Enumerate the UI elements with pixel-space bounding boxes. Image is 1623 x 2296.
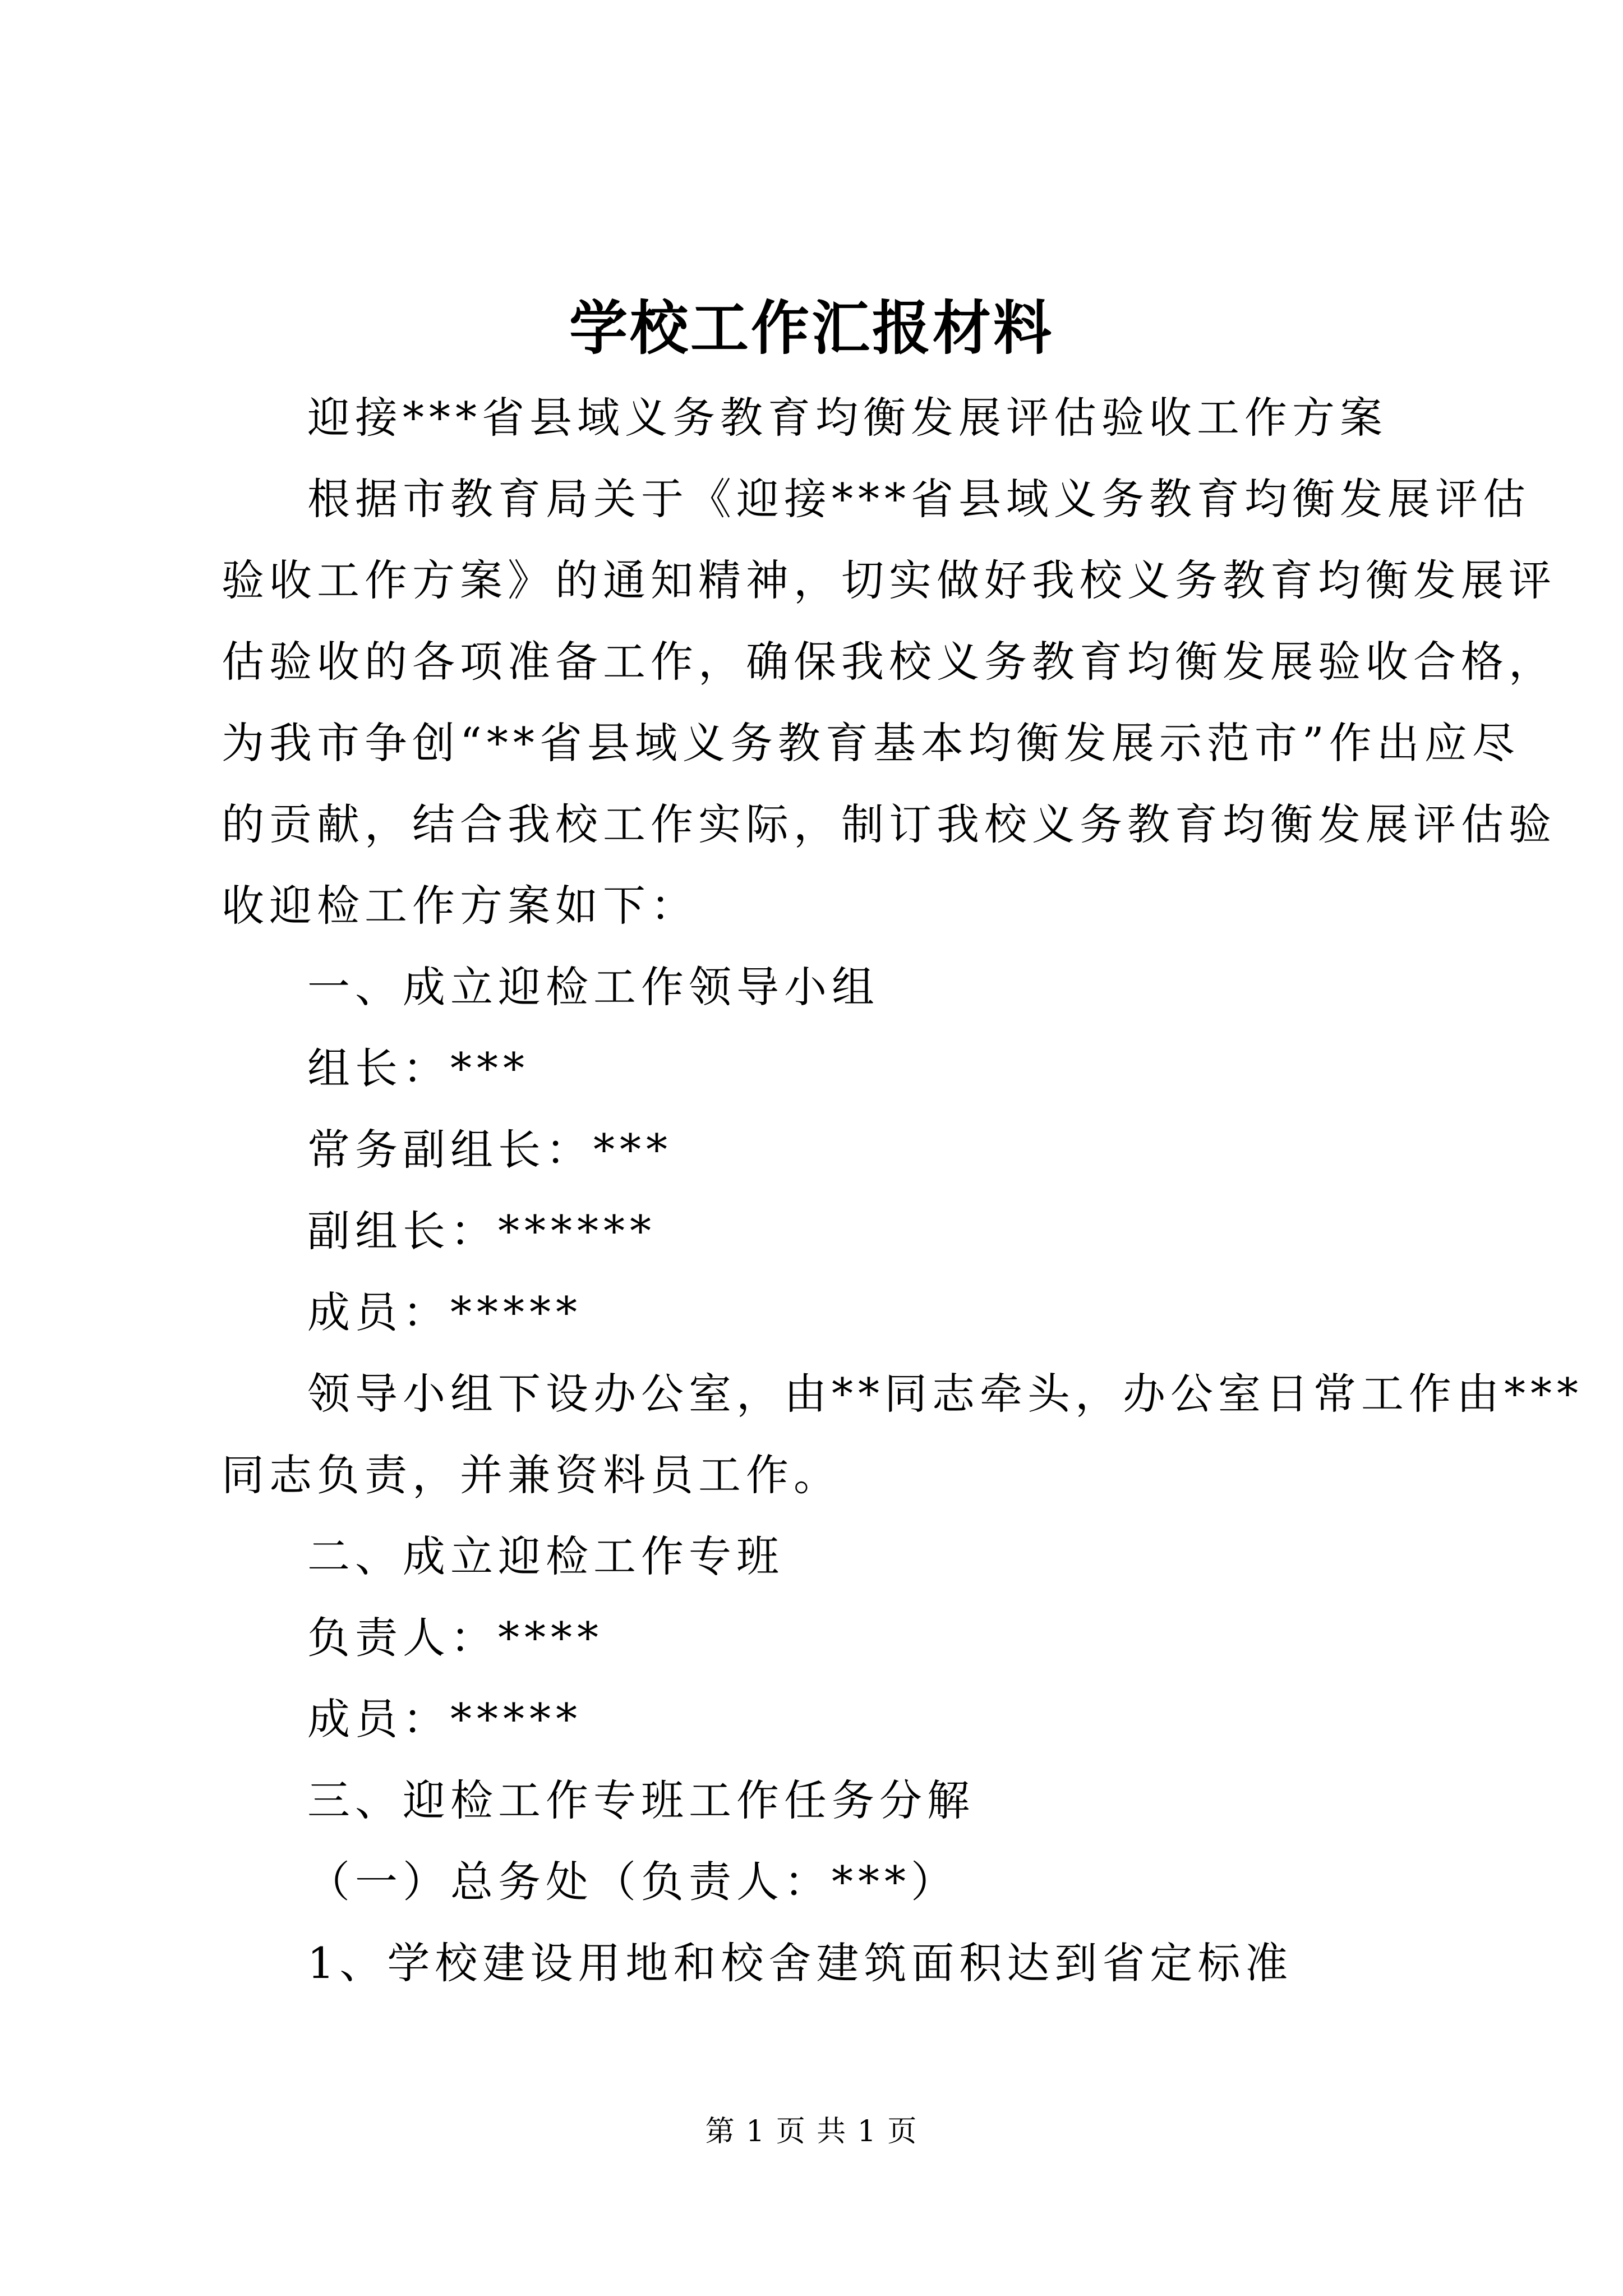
paragraph-line: 为我市争创“**省县域义务教育基本均衡发展示范市”作出应尽 [222, 718, 1520, 768]
paragraph-line: 验收工作方案》的通知精神，切实做好我校义务教育均衡发展评 [222, 555, 1556, 605]
paragraph-line: 估验收的各项准备工作，确保我校义务教育均衡发展验收合格， [222, 637, 1556, 687]
paragraph-line: 的贡献，结合我校工作实际，制订我校义务教育均衡发展评估验 [222, 799, 1556, 849]
member-line: 成员：***** [307, 1287, 582, 1337]
section-heading: 三、迎检工作专班工作任务分解 [307, 1775, 975, 1825]
paragraph-line: 收迎检工作方案如下： [222, 881, 698, 931]
subsection-heading: （一）总务处（负责人：***） [307, 1857, 958, 1907]
page-number: 第 1 页 共 1 页 [705, 2115, 918, 2148]
member-line: 负责人：**** [307, 1613, 603, 1663]
member-line: 副组长：****** [307, 1206, 656, 1256]
member-line: 成员：***** [307, 1694, 582, 1744]
list-item: 1、学校建设用地和校舍建筑面积达到省定标准 [307, 1938, 1293, 1988]
subtitle-line: 迎接***省县域义务教育均衡发展评估验收工作方案 [307, 393, 1387, 443]
paragraph-line: 同志负责，并兼资料员工作。 [222, 1450, 841, 1500]
member-line: 常务副组长：*** [307, 1125, 672, 1175]
paragraph-line: 根据市教育局关于《迎接***省县域义务教育均衡发展评估 [307, 474, 1530, 524]
document-title: 学校工作汇报材料 [569, 293, 1054, 362]
section-heading: 一、成立迎检工作领导小组 [307, 962, 879, 1012]
paragraph-line: 领导小组下设办公室，由**同志牵头，办公室日常工作由*** [307, 1369, 1583, 1419]
member-line: 组长：*** [307, 1043, 529, 1093]
section-heading: 二、成立迎检工作专班 [307, 1531, 784, 1581]
